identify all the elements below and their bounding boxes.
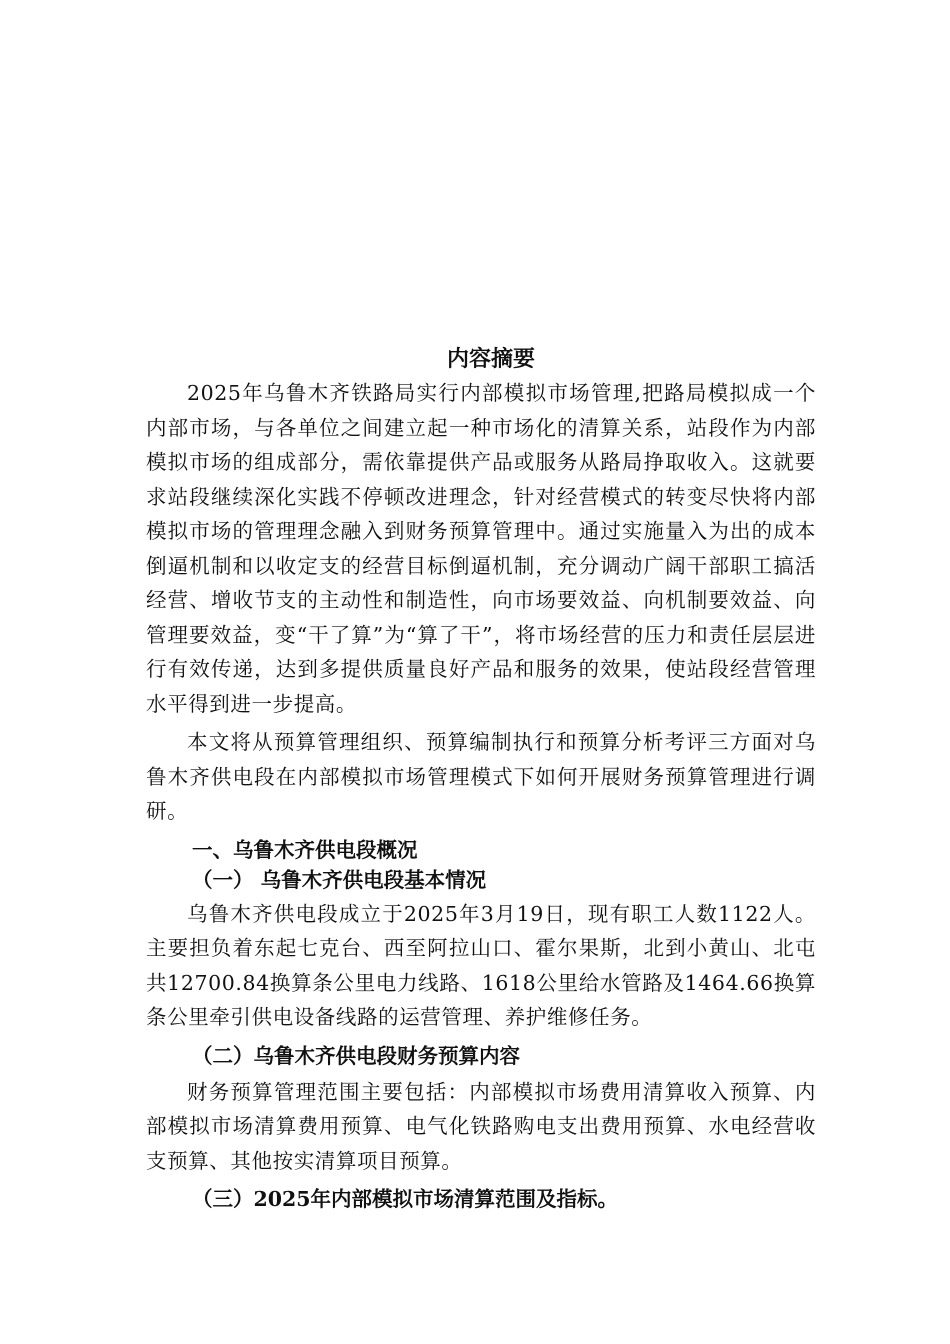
section-heading-overview: 一、乌鲁木齐供电段概况: [192, 837, 418, 862]
basic-info-paragraph: 乌鲁木齐供电段成立于2025年3月19日，现有职工人数1122人。主要担负着东起七克台、西至阿拉山口、霍尔果斯，北到小黄山、北屯共12700.84换算条公里电力线路、1618公里给水管路及1464.66换算条公里牵引供电设备线路的运营管理、养护维修任务。: [146, 901, 816, 1029]
document-title: 内容摘要: [446, 346, 535, 372]
abstract-paragraph-1: 2025年乌鲁木齐铁路局实行内部模拟市场管理,把路局模拟成一个内部市场，与各单位之间建立起一种市场化的清算关系，站段作为内部模拟市场的组成部分，需依靠提供产品或服务从路局挣取收入。这就要求站段继续深化实践不停顿改进理念，针对经营模式的转变尽快将内部模拟市场的管理理念融入到财务预算管理中。通过实施量入为出的成本倒逼机制和以收定支的经营目标倒逼机制，充分调动广阔干部职工搞活经营、增收节支的主动性和制造性，向市场要效益、向机制要效益、向管理要效益，变“干了算”为“算了干”，将市场经营的压力和责任层层进行有效传递，达到多提供质量良好产品和服务的效果，使站段经营管理水平得到进一步提高。: [146, 381, 816, 716]
subsection-heading-basic-info: （一） 乌鲁木齐供电段基本情况: [192, 867, 487, 892]
document-content: [146, 342, 816, 1216]
subsection-heading-settlement-scope: （三）2025年内部模拟市场清算范围及指标。: [192, 1187, 619, 1211]
abstract-paragraph-2: 本文将从预算管理组织、预算编制执行和预算分析考评三方面对乌鲁木齐供电段在内部模拟市场管理模式下如何开展财务预算管理进行调研。: [146, 730, 816, 823]
budget-content-paragraph: 财务预算管理范围主要包括：内部模拟市场费用清算收入预算、内部模拟市场清算费用预算、电气化铁路购电支出费用预算、水电经营收支预算、其他按实清算项目预算。: [146, 1079, 816, 1173]
subsection-heading-budget-content: （二）乌鲁木齐供电段财务预算内容: [192, 1043, 520, 1068]
